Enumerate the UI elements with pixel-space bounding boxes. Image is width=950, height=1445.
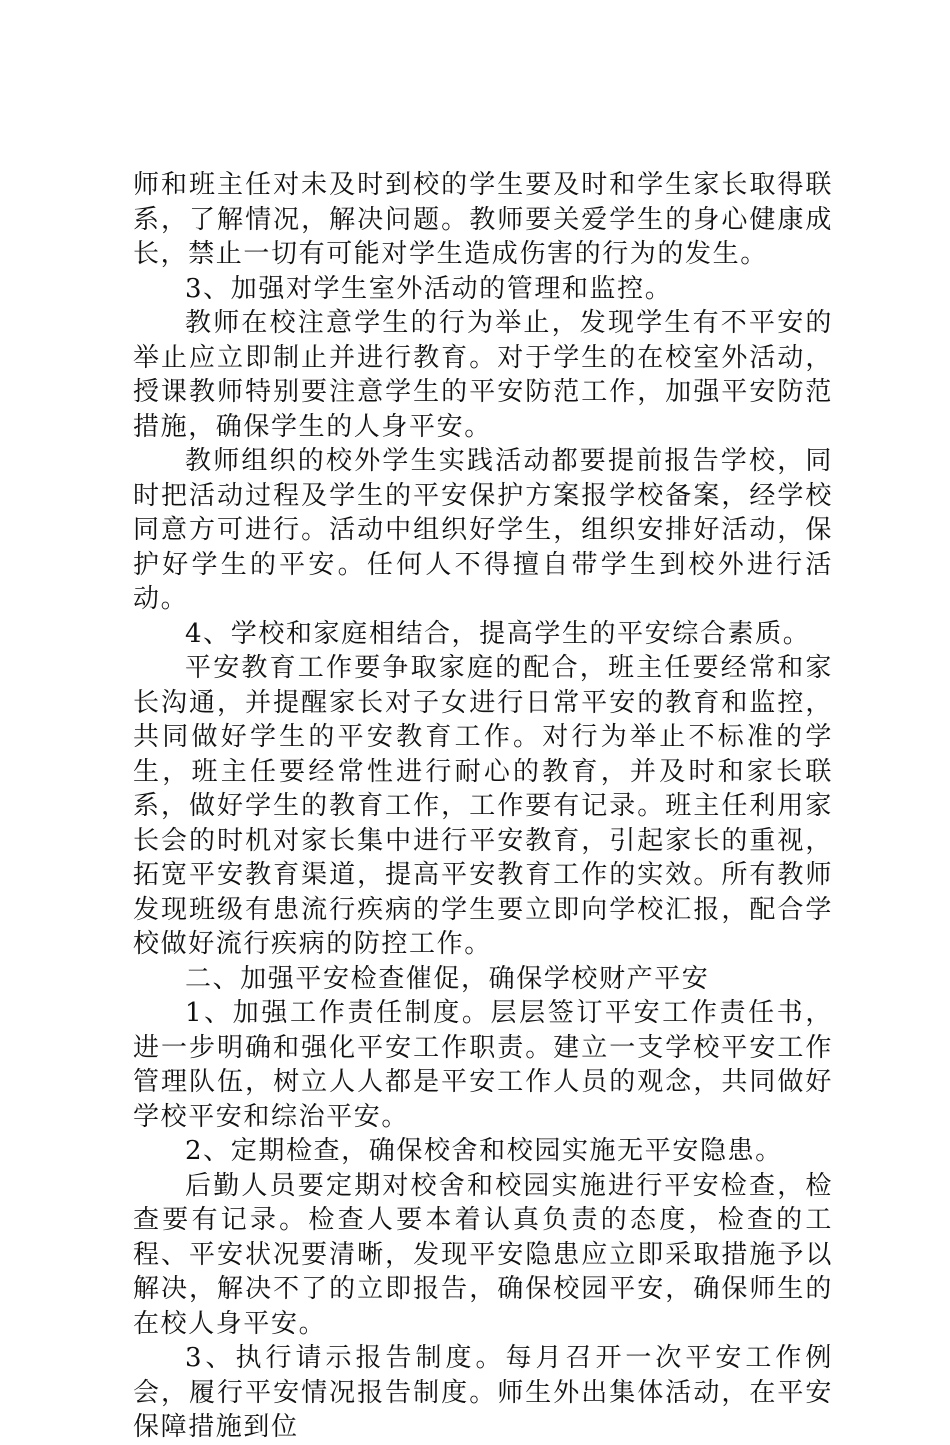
paragraph-reporting-system: 3、执行请示报告制度。每月召开一次平安工作例会，履行平安情况报告制度。师生外出集体活动，在平安保障措施到位 [133,1343,833,1442]
paragraph-responsibility-system: 1、加强工作责任制度。层层签订平安工作责任书，进一步明确和强化平安工作职责。建立一支学校平安工作管理队伍，树立人人都是平安工作人员的观念，共同做好学校平安和综治平安。 [133,998,833,1132]
subheading-school-family: 4、学校和家庭相结合，提高学生的平安综合素质。 [185,618,811,649]
document-body [133,168,833,1445]
section-heading-inspection: 二、加强平安检查催促，确保学校财产平安 [185,963,710,994]
subheading-outdoor-activities: 3、加强对学生室外活动的管理和监控。 [185,273,673,304]
paragraph-offcampus-activities: 教师组织的校外学生实践活动都要提前报告学校，同时把活动过程及学生的平安保护方案报学校备案，经学校同意方可进行。活动中组织好学生，组织安排好活动，保护好学生的平安。任何人不得擅自带学生到校外进行活动。 [133,446,833,614]
paragraph-logistics-inspection: 后勤人员要定期对校舍和校园实施进行平安检查，检查要有记录。检查人要本着认真负责的态度，检查的工程、平安状况要清晰，发现平安隐患应立即采取措施予以解决，解决不了的立即报告，确保校园平安，确保师生的在校人身平安。 [133,1170,833,1339]
subheading-regular-inspection: 2、定期检查，确保校舍和校园实施无平安隐患。 [185,1136,783,1166]
paragraph-outdoor-safety: 教师在校注意学生的行为举止，发现学生有不平安的举止应立即制止并进行教育。对于学生的在校室外活动，授课教师特别要注意学生的平安防范工作，加强平安防范措施，确保学生的人身平安。 [133,308,833,442]
paragraph-continuation: 师和班主任对未及时到校的学生要及时和学生家长取得联系，了解情况，解决问题。教师要关爱学生的身心健康成长，禁止一切有可能对学生造成伤害的行为的发生。 [133,170,833,269]
paragraph-family-cooperation: 平安教育工作要争取家庭的配合，班主任要经常和家长沟通，并提醒家长对子女进行日常平安的教育和监控，共同做好学生的平安教育工作。对行为举止不标准的学生，班主任要经常性进行耐心的教育，并及时和家长联系，做好学生的教育工作，工作要有记录。班主任利用家长会的时机对家长集中进行平安教育，引起家长的重视，拓宽平安教育渠道，提高平安教育工作的实效。所有教师发现班级有患流行疾病的学生要立即向学校汇报，配合学校做好流行疾病的防控工作。 [133,653,833,959]
